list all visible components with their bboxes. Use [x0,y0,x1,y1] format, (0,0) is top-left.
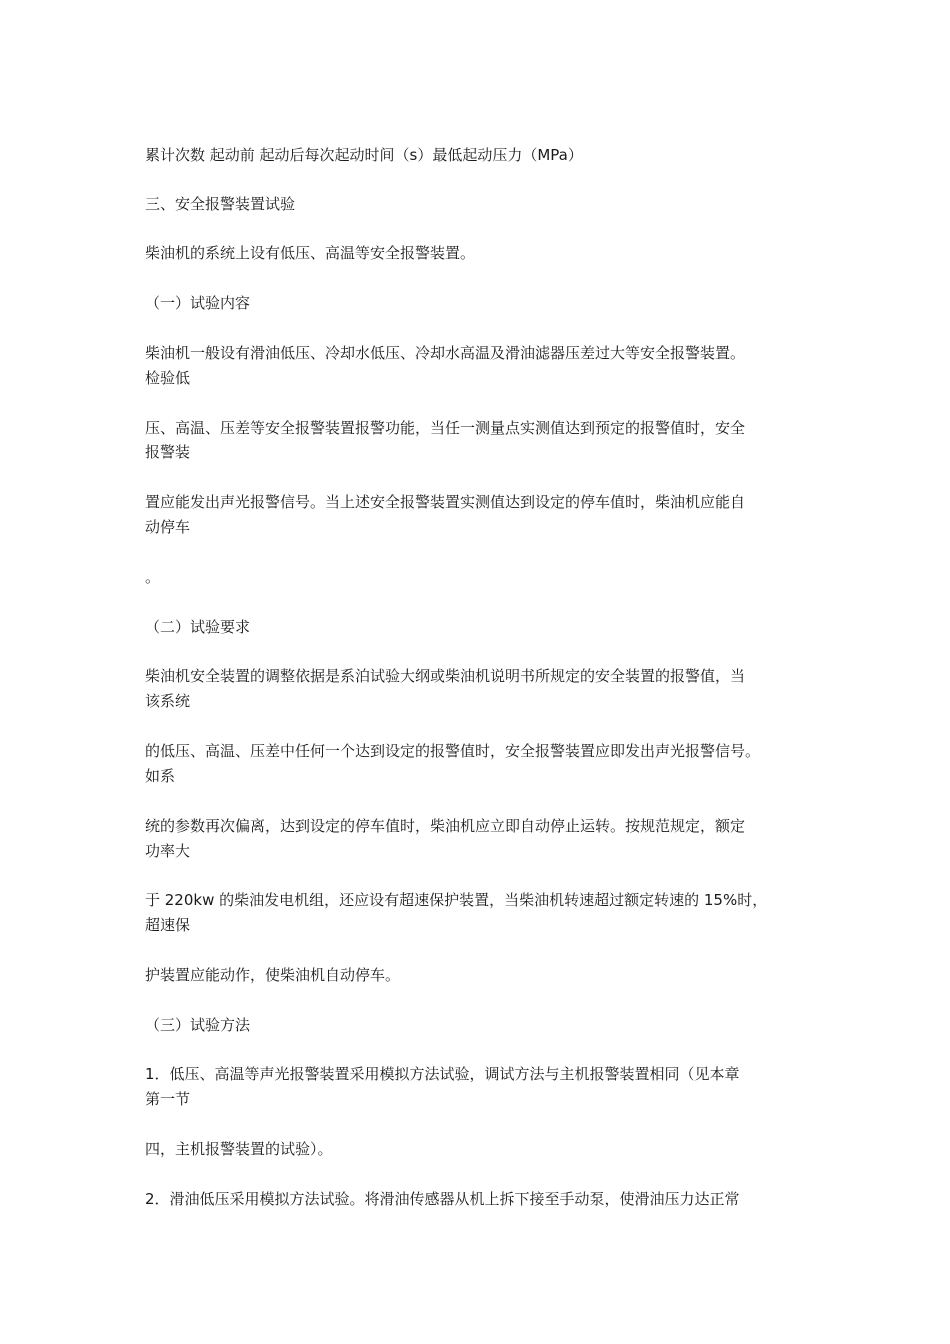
text-line: 的低压、高温、压差中任何一个达到设定的报警值时，安全报警装置应即发出声光报警信号。 [145,742,761,760]
text-line: 统的参数再次偏离，达到设定的停车值时，柴油机应立即自动停止运转。按规范规定，额定 [145,817,746,835]
text-line: 功率大 [145,842,191,860]
text-line: 柴油机安全装置的调整依据是系泊试验大纲或柴油机说明书所规定的安全装置的报警值，当 [145,667,746,685]
text-line: 累计次数 起动前 起动后每次起动时间（s）最低起动压力（MPa） [145,146,583,164]
text-line: 置应能发出声光报警信号。当上述安全报警装置实测值达到设定的停车值时，柴油机应能自 [145,493,746,511]
text-line: 1．低压、高温等声光报警装置采用模拟方法试验，调试方法与主机报警装置相同（见本章 [145,1065,740,1083]
text-line: 柴油机一般设有滑油低压、冷却水低压、冷却水高温及滑油滤器压差过大等安全报警装置。 [145,344,746,362]
text-line: 该系统 [145,692,191,710]
text-line: 柴油机的系统上设有低压、高温等安全报警装置。 [145,244,476,262]
subsection-heading: （三）试验方法 [145,1016,251,1034]
text-line: 报警装 [145,443,191,461]
text-line: 于 220kw 的柴油发电机组，还应设有超速保护装置，当柴油机转速超过额定转速的 15%时， [145,891,768,909]
text-line: 检验低 [145,369,191,387]
text-line: 2．滑油低压采用模拟方法试验。将滑油传感器从机上拆下接至手动泵，使滑油压力达正常 [145,1190,740,1208]
subsection-heading: （一）试验内容 [145,294,251,312]
text-line: 护装置应能动作，使柴油机自动停车。 [145,966,401,984]
text-line: 如系 [145,767,176,785]
text-line: 第一节 [145,1090,191,1108]
text-line: 压、高温、压差等安全报警装置报警功能，当任一测量点实测值达到预定的报警值时，安全 [145,419,746,437]
text-line: 四，主机报警装置的试验）。 [145,1140,333,1158]
section-heading: 三、安全报警装置试验 [145,195,296,213]
text-line: 。 [145,568,161,586]
subsection-heading: （二）试验要求 [145,618,251,636]
text-line: 动停车 [145,518,191,536]
text-line: 超速保 [145,916,191,934]
